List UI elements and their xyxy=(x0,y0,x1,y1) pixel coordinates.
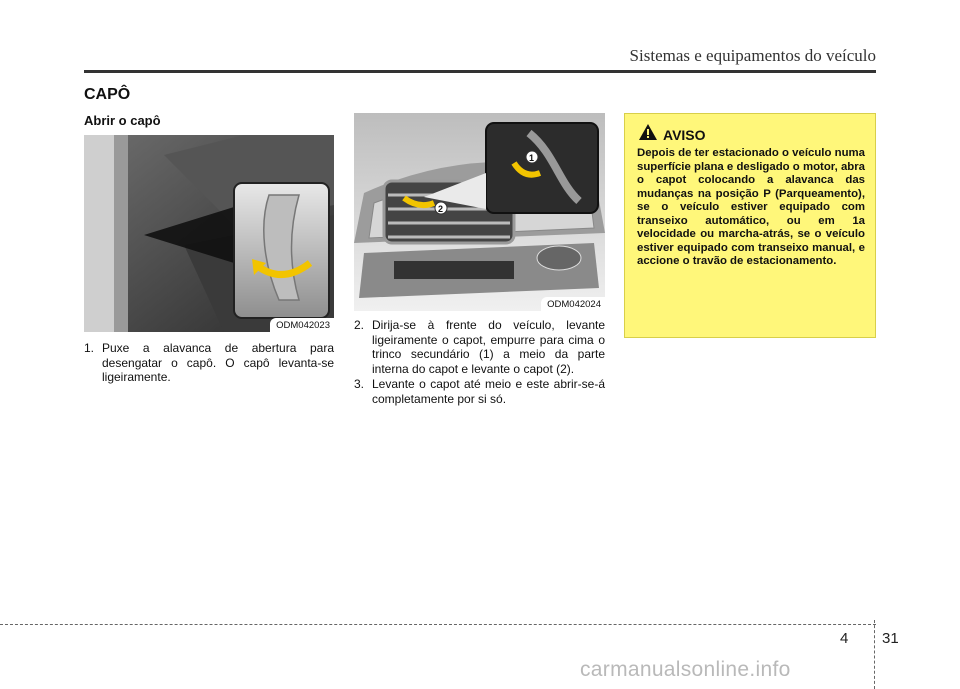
step-item xyxy=(354,318,605,376)
running-header: Sistemas e equipamentos do veículo xyxy=(629,46,876,65)
section-title: CAPÔ xyxy=(84,86,131,103)
callout-1: 1 xyxy=(529,153,535,163)
hood-release-lever-photo xyxy=(84,135,334,332)
steps-column-2 xyxy=(354,318,605,407)
step-item xyxy=(354,377,605,406)
watermark: carmanualsonline.info xyxy=(580,658,791,681)
page-number-separator xyxy=(874,620,875,689)
chapter-number: 4 xyxy=(840,630,849,647)
hood-latch-photo xyxy=(354,113,605,311)
photo-code-label: ODM042024 xyxy=(541,297,605,311)
footer-rule xyxy=(0,624,876,625)
subsection-title: Abrir o capô xyxy=(84,113,161,128)
warning-title: AVISO xyxy=(663,126,706,143)
warning-header xyxy=(639,124,706,145)
warning-triangle-icon xyxy=(639,124,657,145)
callout-2: 2 xyxy=(438,204,444,214)
step-text: Levante o capot até meio e este abrir-se-á completamente por si só. xyxy=(372,377,605,406)
step-item xyxy=(84,341,334,385)
step-number: 3. xyxy=(354,377,365,391)
step-number: 2. xyxy=(354,318,365,332)
warning-box xyxy=(624,113,876,338)
page-number: 31 xyxy=(882,630,899,647)
warning-text: Depois de ter estacionado o veículo numa superfície plana e desligado o motor, abra o capot colocando a alavanca das mudanças na posição P (Parqueamento), se o veículo estiver equipado com transeixo automático, ou em 1a velocidade ou marcha-atrás, se o veículo estiver equipado com transeixo manual, e accione o travão de estacionamento. xyxy=(637,147,865,267)
photo-code-label: ODM042023 xyxy=(270,318,334,332)
header-rule xyxy=(84,70,876,73)
step-number: 1. xyxy=(84,341,95,355)
steps-column-1 xyxy=(84,341,334,386)
step-text: Dirija-se à frente do veículo, levante ligeiramente o capot, empurre para cima o trinco secundário (1) a meio da parte interna do capot e levante o capot (2). xyxy=(372,318,605,376)
step-text: Puxe a alavanca de abertura para desengatar o capô. O capô levanta-se ligeiramente. xyxy=(102,341,334,384)
